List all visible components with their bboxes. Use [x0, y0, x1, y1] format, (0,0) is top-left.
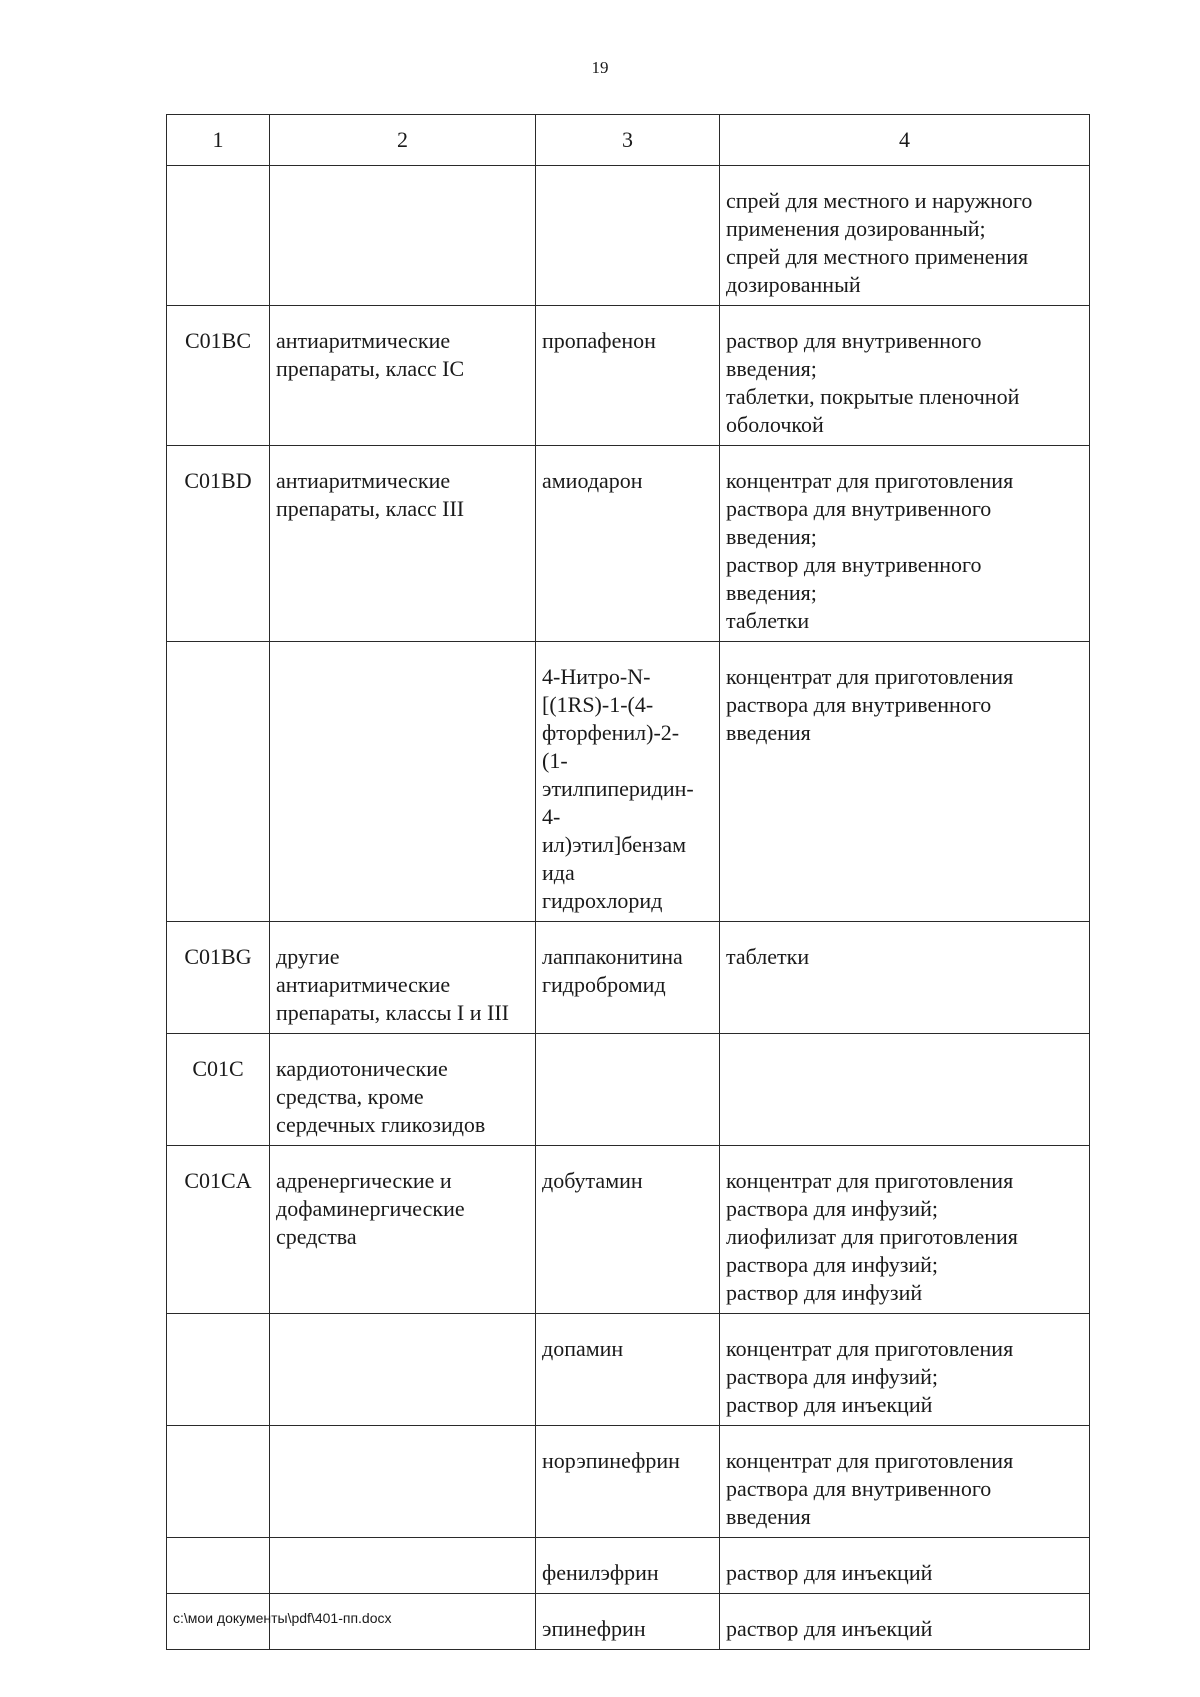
group-name-cell: кардиотонические средства, кроме сердечных гликозидов	[270, 1034, 536, 1146]
atc-code-cell	[167, 1426, 270, 1538]
group-name-cell: адренергические и дофаминергические средства	[270, 1146, 536, 1314]
drug-name-cell: норэпинефрин	[536, 1426, 720, 1538]
atc-code-cell	[167, 166, 270, 306]
table-row	[167, 922, 1090, 1034]
group-name-cell	[270, 642, 536, 922]
atc-code-cell: C01BG	[167, 922, 270, 1034]
drug-name-cell: фенилэфрин	[536, 1538, 720, 1594]
table-row	[167, 446, 1090, 642]
drug-name-cell: 4-Нитро-N- [(1RS)-1-(4- фторфенил)-2- (1- этилпиперидин- 4- ил)этил]бензам ида гидрохлорид	[536, 642, 720, 922]
atc-code-cell	[167, 1538, 270, 1594]
dosage-form-cell: таблетки	[720, 922, 1090, 1034]
drug-name-cell: допамин	[536, 1314, 720, 1426]
dosage-form-cell: концентрат для приготовления раствора для внутривенного введения	[720, 1426, 1090, 1538]
drug-name-cell	[536, 1034, 720, 1146]
drug-name-cell	[536, 166, 720, 306]
footer-file-path: c:\мои документы\pdf\401-пп.docx	[173, 1610, 392, 1626]
group-name-cell	[270, 1538, 536, 1594]
dosage-form-cell: раствор для внутривенного введения; таблетки, покрытые пленочной оболочкой	[720, 306, 1090, 446]
atc-code-cell: C01CA	[167, 1146, 270, 1314]
table-row	[167, 642, 1090, 922]
drug-table	[166, 114, 1090, 1650]
atc-code-cell: C01BD	[167, 446, 270, 642]
table-row	[167, 1034, 1090, 1146]
header-cell-2: 2	[270, 115, 536, 166]
atc-code-cell	[167, 1314, 270, 1426]
dosage-form-cell: раствор для инъекций	[720, 1538, 1090, 1594]
dosage-form-cell	[720, 1034, 1090, 1146]
group-name-cell: другие антиаритмические препараты, классы I и III	[270, 922, 536, 1034]
header-cell-3: 3	[536, 115, 720, 166]
table-row	[167, 1314, 1090, 1426]
header-cell-4: 4	[720, 115, 1090, 166]
dosage-form-cell: концентрат для приготовления раствора для внутривенного введения; раствор для внутривенного введения; таблетки	[720, 446, 1090, 642]
table-row	[167, 1538, 1090, 1594]
group-name-cell	[270, 166, 536, 306]
group-name-cell	[270, 1426, 536, 1538]
atc-code-cell: C01BC	[167, 306, 270, 446]
dosage-form-cell: концентрат для приготовления раствора для внутривенного введения	[720, 642, 1090, 922]
drug-name-cell: добутамин	[536, 1146, 720, 1314]
table-row	[167, 166, 1090, 306]
atc-code-cell	[167, 642, 270, 922]
table-row	[167, 1146, 1090, 1314]
dosage-form-cell: концентрат для приготовления раствора для инфузий; лиофилизат для приготовления раствора для инфузий; раствор для инфузий	[720, 1146, 1090, 1314]
dosage-form-cell: раствор для инъекций	[720, 1594, 1090, 1650]
header-cell-1: 1	[167, 115, 270, 166]
drug-name-cell: лаппаконитина гидробромид	[536, 922, 720, 1034]
page-number: 19	[591, 58, 609, 77]
drug-name-cell: амиодарон	[536, 446, 720, 642]
dosage-form-cell: спрей для местного и наружного применения дозированный; спрей для местного применения дозированный	[720, 166, 1090, 306]
group-name-cell: антиаритмические препараты, класс III	[270, 446, 536, 642]
group-name-cell: антиаритмические препараты, класс IC	[270, 306, 536, 446]
drug-name-cell: пропафенон	[536, 306, 720, 446]
table-row	[167, 306, 1090, 446]
table-row	[167, 1426, 1090, 1538]
drug-name-cell: эпинефрин	[536, 1594, 720, 1650]
atc-code-cell: C01C	[167, 1034, 270, 1146]
group-name-cell	[270, 1314, 536, 1426]
dosage-form-cell: концентрат для приготовления раствора для инфузий; раствор для инъекций	[720, 1314, 1090, 1426]
table-header-row	[167, 115, 1090, 166]
